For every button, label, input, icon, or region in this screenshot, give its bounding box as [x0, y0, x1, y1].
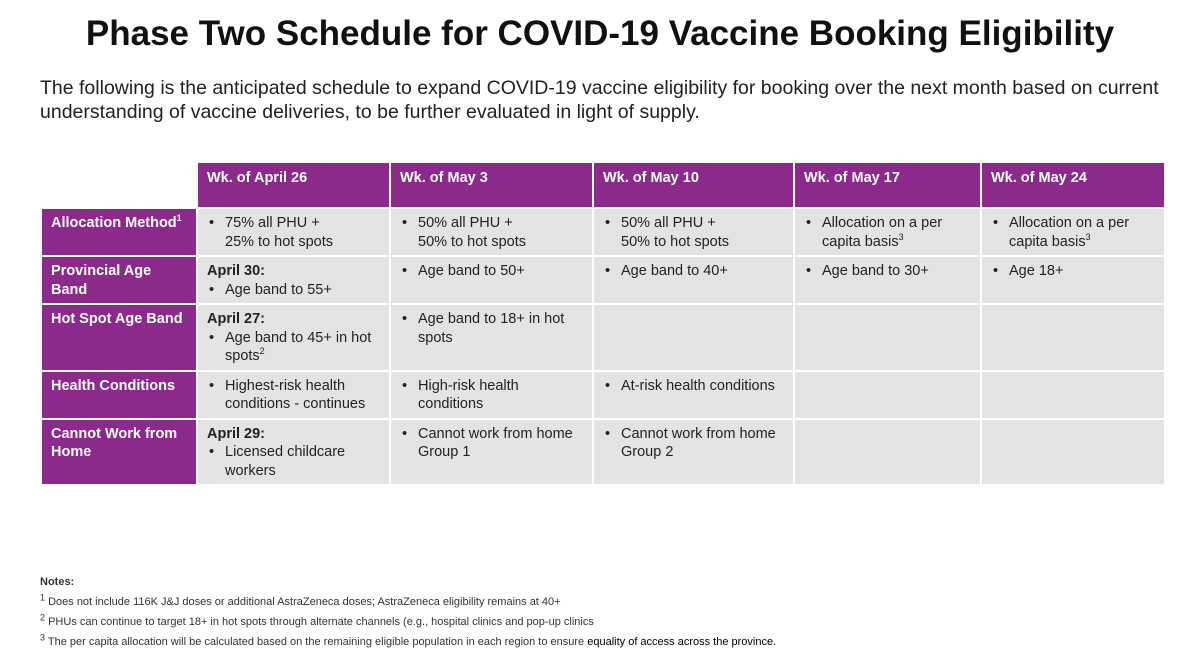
bullet-item [207, 329, 380, 366]
bullet-item: • Age 18+ [991, 262, 1155, 281]
table-cell [390, 304, 593, 371]
note-1 [40, 592, 1170, 612]
footnote-mark: 2 [259, 346, 265, 357]
table-cell [197, 371, 390, 419]
continuation-line: Group 2 [621, 444, 674, 460]
bullet-item: • 50% all PHU + [603, 214, 784, 233]
row-header-health: Health Conditions [41, 371, 197, 419]
table-cell [197, 256, 390, 304]
table-cell [794, 208, 981, 256]
bullet-item: • Age band to 50+ [400, 262, 583, 281]
table-cell [794, 419, 981, 486]
schedule-table [40, 161, 1166, 486]
table-cell [197, 304, 390, 371]
cell-date: April 27: [207, 311, 266, 327]
bullet-item: • Age band to 30+ [804, 262, 971, 281]
page-subtitle: The following is the anticipated schedule to expand COVID-19 vaccine eligibility for booking over the next month based on current understanding of vaccine deliveries, to be further evaluated in light of supply. [40, 77, 1159, 123]
table-cell [593, 371, 794, 419]
bullet-item: • Highest-risk health conditions - continues [207, 377, 380, 414]
table-cell [794, 304, 981, 371]
footnote-mark: 3 [1085, 231, 1091, 242]
bullet-item: • Licensed childcare workers [207, 443, 380, 480]
table-cell [794, 371, 981, 419]
bullet-text: Age band to 45+ in hot spots [225, 329, 372, 364]
bullet-text: Allocation on a per capita basis [822, 215, 943, 250]
table-row-provincial [41, 256, 1165, 304]
table-cell [390, 371, 593, 419]
bullet-item: • Age band to 55+ [207, 281, 380, 300]
bullet-item [804, 214, 971, 251]
bullet-item: • Age band to 18+ in hot spots [400, 310, 583, 347]
notes-heading: Notes: [40, 576, 75, 588]
table-header-row [41, 162, 1165, 208]
table-cell [981, 304, 1165, 371]
note-2 [40, 612, 1170, 632]
table-row-health [41, 371, 1165, 419]
row-label: Allocation Method [51, 215, 177, 231]
continuation-line: Group 1 [418, 444, 471, 460]
footnote-mark: 1 [40, 592, 46, 603]
table-cell [981, 256, 1165, 304]
bullet-item: • Cannot work from home [603, 425, 784, 444]
table-corner [41, 162, 197, 208]
footnote-mark: 3 [898, 231, 904, 242]
cell-date: April 29: [207, 425, 266, 442]
column-header: Wk. of May 17 [794, 162, 981, 208]
bullet-item: • High-risk health conditions [400, 377, 583, 414]
table-cell [390, 419, 593, 486]
table-cell [981, 371, 1165, 419]
table-cell [981, 208, 1165, 256]
continuation-line: 50% to hot spots [621, 233, 730, 250]
notes-section [40, 572, 1170, 652]
footnote-mark: 3 [40, 632, 46, 643]
table-cell [981, 419, 1165, 486]
bullet-text: Allocation on a per capita basis [1009, 215, 1130, 250]
column-header: Wk. of May 3 [390, 162, 593, 208]
row-header-cannotwork: Cannot Work from Home [41, 419, 197, 486]
table-row-allocation [41, 208, 1165, 256]
table-cell [593, 304, 794, 371]
continuation-line: 50% to hot spots [418, 233, 527, 250]
cell-date: April 30: [207, 263, 266, 279]
footnote-mark: 1 [176, 213, 182, 224]
table-cell [794, 256, 981, 304]
continuation-line: 25% to hot spots [225, 233, 334, 250]
table-cell [390, 208, 593, 256]
note-3 [40, 632, 1170, 652]
note-text: PHUs can continue to target 18+ in hot spots through alternate channels (e.g., hospital clinics and pop-up clinics [48, 616, 594, 628]
footnote-mark: 2 [40, 612, 46, 623]
bullet-item: • At-risk health conditions [603, 377, 784, 396]
column-header: Wk. of May 10 [593, 162, 794, 208]
table-row-hotspot [41, 304, 1165, 371]
table-cell [593, 256, 794, 304]
table-cell [593, 419, 794, 486]
bullet-item: • Age band to 40+ [603, 262, 784, 281]
row-header-hotspot: Hot Spot Age Band [41, 304, 197, 371]
note-text: Does not include 116K J&J doses or additional AstraZeneca doses; AstraZeneca eligibility remains at 40+ [48, 596, 561, 608]
table-cell [197, 208, 390, 256]
table-cell [197, 419, 390, 486]
row-header-provincial: Provincial Age Band [41, 256, 197, 304]
bullet-item: • Cannot work from home [400, 425, 583, 444]
column-header: Wk. of May 24 [981, 162, 1165, 208]
bullet-item: • 50% all PHU + [400, 214, 583, 233]
bullet-item [991, 214, 1155, 251]
page-title: Phase Two Schedule for COVID-19 Vaccine Booking Eligibility [85, 14, 1115, 53]
column-header: Wk. of April 26 [197, 162, 390, 208]
table-cell [390, 256, 593, 304]
note-emphasis: equality of access across the province. [587, 636, 777, 648]
table-cell [593, 208, 794, 256]
note-text: The per capita allocation will be calculated based on the remaining eligible population in each region to ensure [47, 636, 588, 648]
table-row-cannotwork [41, 419, 1165, 486]
row-header-allocation [41, 208, 197, 256]
bullet-item: • 75% all PHU + [207, 214, 380, 233]
